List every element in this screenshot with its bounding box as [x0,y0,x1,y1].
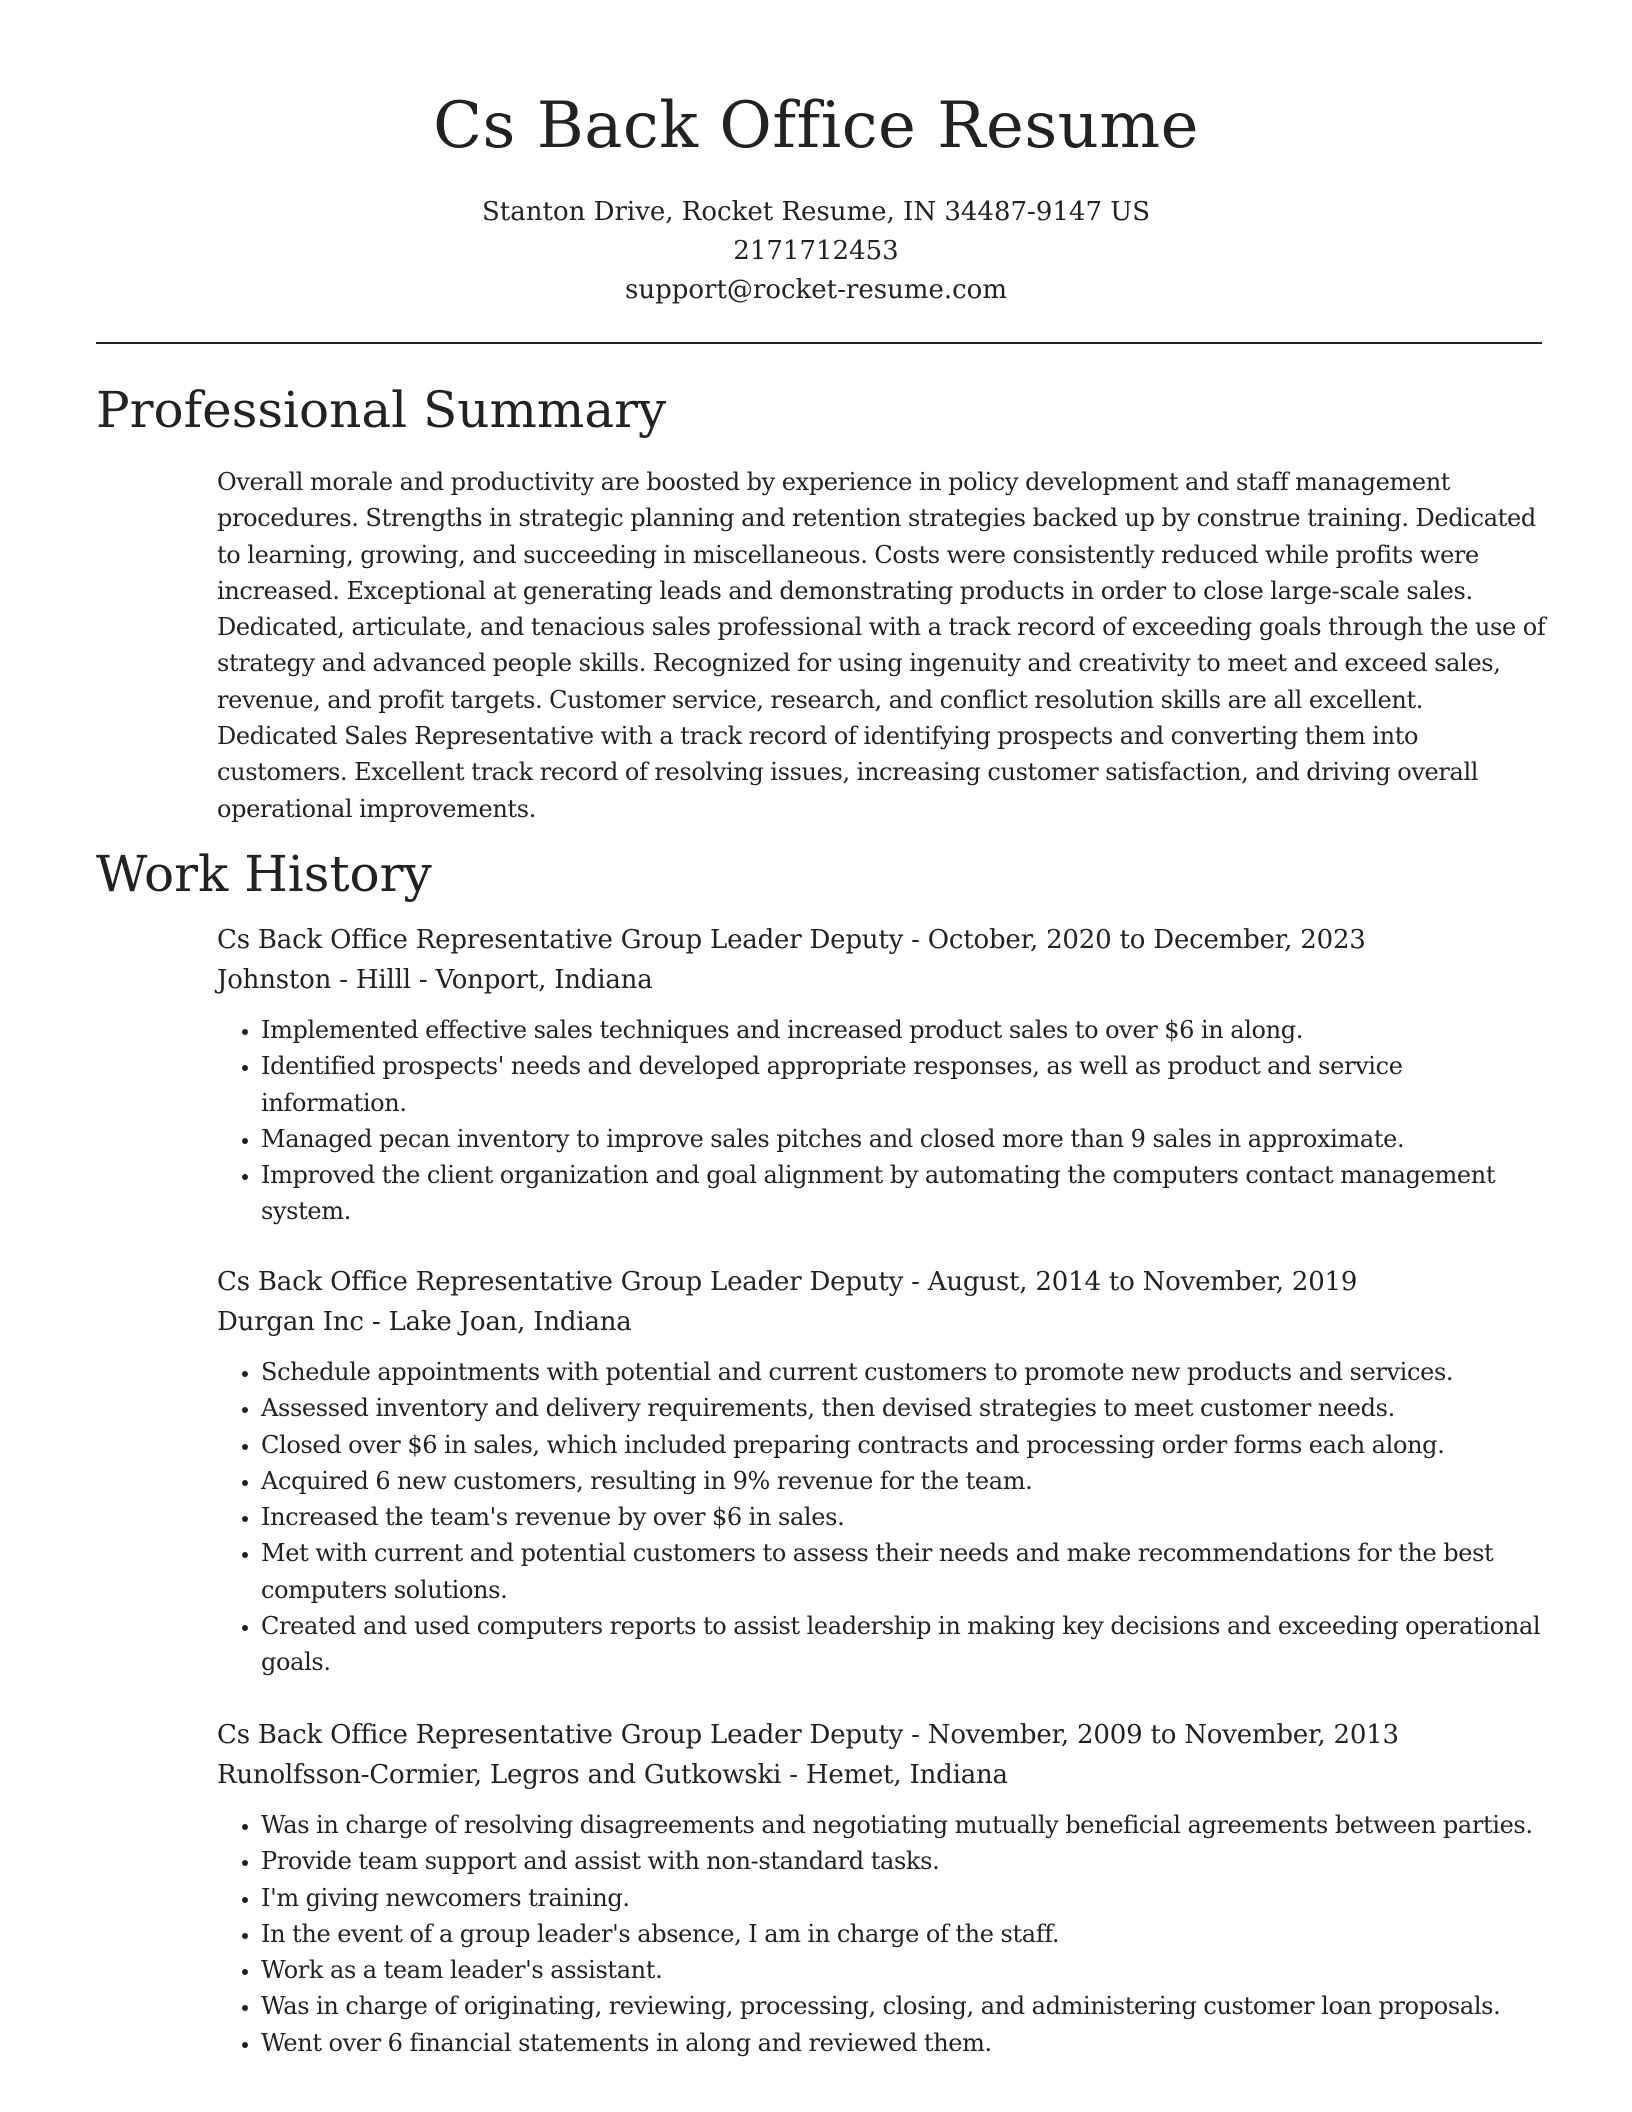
contact-address: Stanton Drive, Rocket Resume, IN 34487-9147 US [481,197,1150,227]
list-item: • Acquired 6 new customers, resulting in 9% revenue for the team. [261,1463,1547,1499]
contact-phone: 2171712453 [733,236,899,266]
list-item: • Met with current and potential customers to assess their needs and make recommendations for the best computers solutions. [261,1535,1547,1608]
job-bullets [217,1807,1547,2061]
list-item: • Closed over $6 in sales, which included preparing contracts and processing order forms each along. [261,1427,1547,1463]
list-item: • Improved the client organization and goal alignment by automating the computers contact management system. [261,1157,1547,1230]
list-item: • Went over 6 financial statements in along and reviewed them. [261,2025,1547,2061]
list-item: • Increased the team's revenue by over $6 in sales. [261,1499,1547,1535]
list-item: • I'm giving newcomers training. [261,1880,1547,1916]
list-item: • Work as a team leader's assistant. [261,1952,1547,1988]
contact-email: support@rocket-resume.com [624,275,1007,305]
summary-text: Overall morale and productivity are boosted by experience in policy development and staff management procedures. Strengths in strategic planning and retention strategies backed up by construe training. Dedicated to learning, growing, and succeeding in miscellaneous. Costs were consistently reduced while profits were increased. Exceptional at generating leads and demonstrating products in order to close large-scale sales. Dedicated, articulate, and tenacious sales professional with a track record of exceeding goals through the use of strategy and advanced people skills. Recognized for using ingenuity and creativity to meet and exceed sales, revenue, and profit targets. Customer service, research, and conflict resolution skills are all excellent. Dedicated Sales Representative with a track record of identifying prospects and converting them into customers. Excellent track record of resolving issues, increasing customer satisfaction, and driving overall operational improvements. [217,468,1546,823]
list-item: • Schedule appointments with potential and current customers to promote new products and services. [261,1354,1547,1390]
header-divider [96,342,1542,344]
job-entry [217,1262,1547,1681]
job-title-line: Cs Back Office Representative Group Leader Deputy - October, 2020 to December, 2023 [217,925,1366,955]
list-item: • Created and used computers reports to assist leadership in making key decisions and exceeding operational goals. [261,1608,1547,1681]
list-item: • Identified prospects' needs and developed appropriate responses, as well as product and service information. [261,1048,1547,1121]
list-item: • Managed pecan inventory to improve sales pitches and closed more than 9 sales in approximate. [261,1121,1547,1157]
job-company-line: Johnston - Hilll - Vonport, Indiana [217,965,653,995]
list-item: • Assessed inventory and delivery requirements, then devised strategies to meet customer needs. [261,1390,1547,1426]
job-entry [217,920,1547,1230]
work-history-heading: Work History [96,845,432,903]
list-item: • Provide team support and assist with non-standard tasks. [261,1843,1547,1879]
resume-title: Cs Back Office Resume [433,89,1199,163]
summary-heading: Professional Summary [96,381,667,439]
list-item: • Implemented effective sales techniques and increased product sales to over $6 in along. [261,1012,1547,1048]
list-item: • Was in charge of resolving disagreements and negotiating mutually beneficial agreements between parties. [261,1807,1547,1843]
list-item: • In the event of a group leader's absence, I am in charge of the staff. [261,1916,1547,1952]
job-company-line: Runolfsson-Cormier, Legros and Gutkowski - Hemet, Indiana [217,1760,1008,1790]
job-entry [217,1715,1547,2061]
job-company-line: Durgan Inc - Lake Joan, Indiana [217,1307,632,1337]
job-bullets [217,1012,1547,1230]
job-bullets [217,1354,1547,1681]
job-title-line: Cs Back Office Representative Group Leader Deputy - November, 2009 to November, 2013 [217,1720,1399,1750]
job-title-line: Cs Back Office Representative Group Leader Deputy - August, 2014 to November, 2019 [217,1267,1358,1297]
list-item: • Was in charge of originating, reviewing, processing, closing, and administering customer loan proposals. [261,1988,1547,2024]
contact-block [0,193,1632,310]
